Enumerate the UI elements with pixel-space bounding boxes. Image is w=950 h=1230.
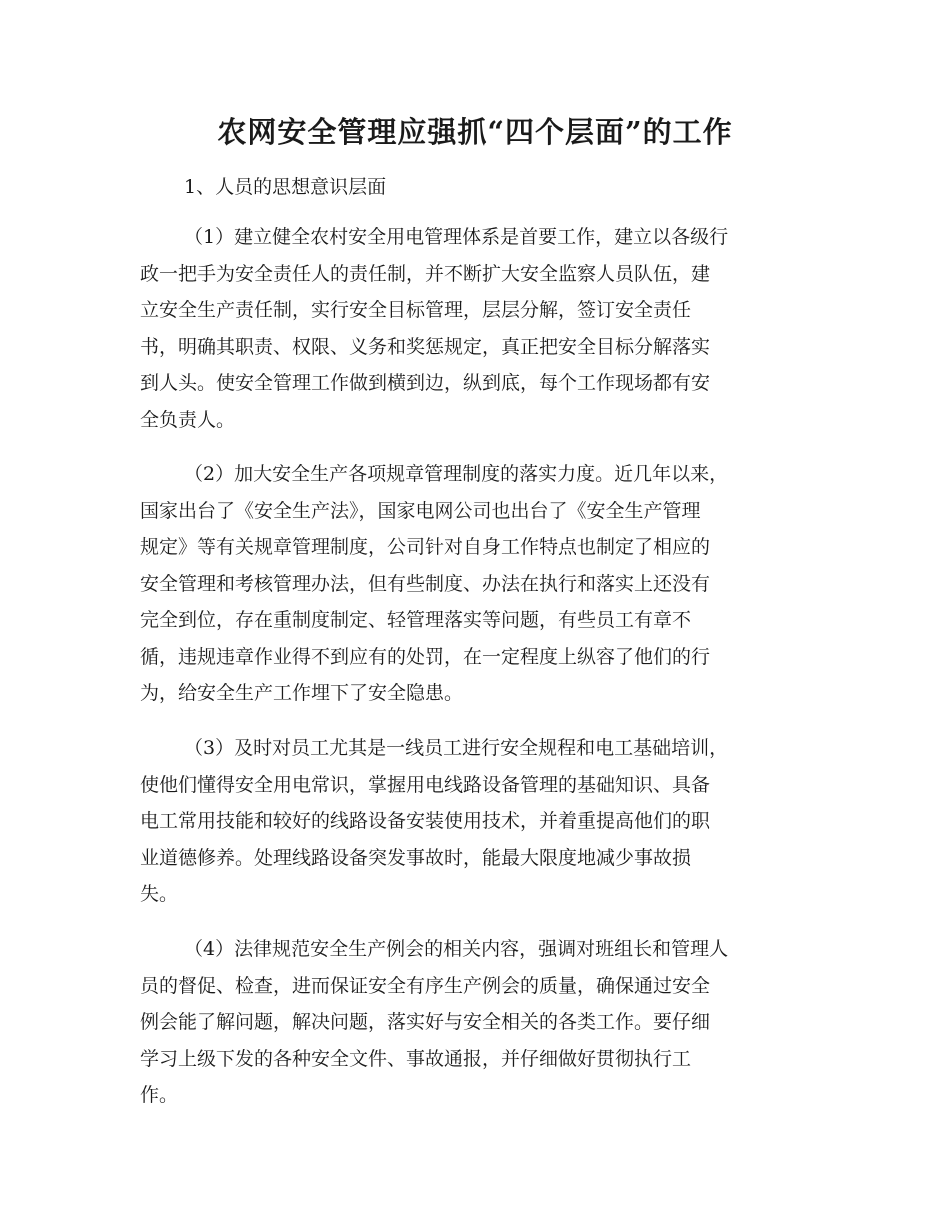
paragraph-line: （4）法律规范安全生产例会的相关内容，强调对班组长和管理人 (184, 938, 729, 960)
paragraph-line: 规定》等有关规章管理制度，公司针对自身工作特点也制定了相应的 (140, 536, 711, 558)
paragraph-line: 学习上级下发的各种安全文件、事故通报，并仔细做好贯彻执行工 (140, 1047, 692, 1070)
paragraph-line: （3）及时对员工尤其是一线员工进行安全规程和电工基础培训， (184, 737, 729, 759)
paragraph-line: 完全到位，存在重制度制定、轻管理落实等问题，有些员工有章不 (140, 609, 692, 631)
paragraph-line: 失。 (140, 883, 179, 905)
paragraph-2 (140, 456, 728, 712)
paragraph-line: 到人头。使安全管理工作做到横到边，纵到底，每个工作现场都有安 (140, 372, 711, 394)
paragraph-line: 为，给安全生产工作埋下了安全隐患。 (140, 682, 464, 704)
paragraph-line: 作。 (140, 1084, 179, 1106)
paragraph-3 (140, 730, 728, 913)
section-heading: 1、人员的思想意识层面 (184, 176, 387, 198)
paragraph-line: 电工常用技能和较好的线路设备安装使用技术，并着重提高他们的职 (140, 810, 711, 832)
paragraph-line: 立安全生产责任制，实行安全目标管理，层层分解，签订安全责任 (140, 299, 692, 321)
paragraph-line: 例会能了解问题，解决问题，落实好与安全相关的各类工作。要仔细 (140, 1011, 711, 1033)
paragraph-line: 员的督促、检查，进而保证安全有序生产例会的质量，确保通过安全 (140, 974, 711, 997)
paragraph-line: 全负责人。 (140, 408, 236, 431)
paragraph-line: 业道德修养。处理线路设备突发事故时，能最大限度地减少事故损 (140, 846, 692, 869)
paragraph-line: （1）建立健全农村安全用电管理体系是首要工作，建立以各级行 (184, 226, 729, 248)
paragraph-line: 国家出台了《安全生产法》，国家电网公司也出台了《安全生产管理 (140, 499, 701, 522)
document-title: 农网安全管理应强抓“四个层面”的工作 (217, 115, 733, 149)
paragraph-line: 政一把手为安全责任人的责任制，并不断扩大安全监察人员队伍，建 (140, 262, 711, 285)
paragraph-line: 安全管理和考核管理办法，但有些制度、办法在执行和落实上还没有 (140, 572, 711, 595)
paragraph-4 (140, 931, 728, 1114)
paragraph-1 (140, 219, 728, 438)
paragraph-line: 循，违规违章作业得不到应有的处罚，在一定程度上纵容了他们的行 (140, 645, 711, 668)
paragraph-line: 书，明确其职责、权限、义务和奖惩规定，真正把安全目标分解落实 (140, 335, 711, 358)
paragraph-line: （2）加大安全生产各项规章管理制度的落实力度。近几年以来， (184, 463, 729, 485)
paragraph-line: 使他们懂得安全用电常识，掌握用电线路设备管理的基础知识、具备 (140, 773, 711, 796)
